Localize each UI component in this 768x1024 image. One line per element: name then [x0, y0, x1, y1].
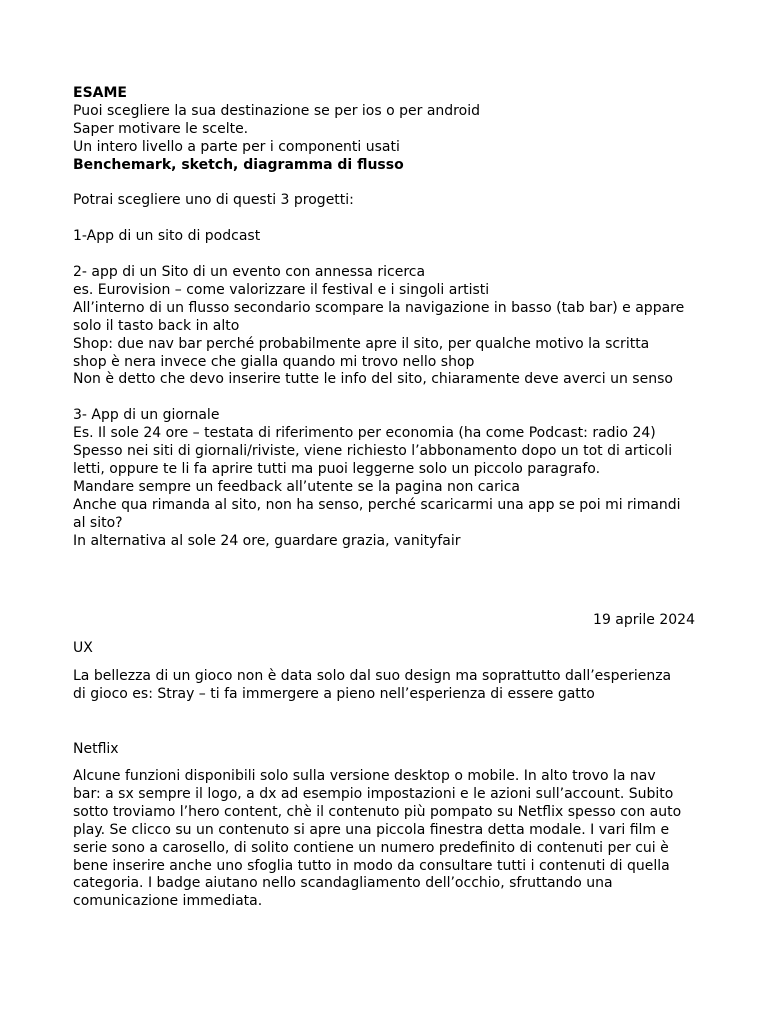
netflix-line: comunicazione immediata.: [73, 893, 263, 910]
project-2-line: solo il tasto back in alto: [73, 317, 240, 334]
netflix-line: serie sono a carosello, di solito contiene un numero predefinito di contenuti per cui è: [73, 839, 669, 856]
project-3-line: In alternativa al sole 24 ore, guardare grazia, vanityfair: [73, 532, 461, 549]
netflix-line: play. Se clicco su un contenuto si apre una piccola finestra detta modale. I vari film e: [73, 821, 670, 838]
project-3-line: letti, oppure te li fa aprire tutti ma puoi leggerne solo un piccolo paragrafo.: [73, 460, 601, 477]
ux-section: [73, 640, 703, 658]
project-3-line: 3- App di un giornale: [73, 407, 220, 424]
netflix-section: [73, 741, 703, 759]
exam-section: [73, 85, 697, 551]
project-3-line: Es. Il sole 24 ore – testata di riferimento per economia (ha come Podcast: radio 24): [73, 425, 656, 442]
project-2-line: Shop: due nav bar perché probabilmente apre il sito, per qualche motivo la scritta: [73, 335, 650, 352]
exam-heading: ESAME: [73, 85, 127, 101]
project-1: 1-App di un sito di podcast: [73, 228, 261, 245]
ux-line: di gioco es: Stray – ti fa immergere a pieno nell’esperienza di essere gatto: [73, 685, 595, 702]
exam-requirements: Benchemark, sketch, diagramma di flusso: [73, 156, 404, 173]
project-2-line: 2- app di un Sito di un evento con annessa ricerca: [73, 264, 426, 281]
exam-intro-line: Un intero livello a parte per i componenti usati: [73, 138, 400, 155]
project-3-line: Anche qua rimanda al sito, non ha senso, perché scaricarmi una app se poi mi rimandi: [73, 496, 681, 513]
ux-line: La bellezza di un gioco non è data solo dal suo design ma soprattutto dall’esperienza: [73, 668, 672, 684]
project-3-line: Mandare sempre un feedback all’utente se la pagina non carica: [73, 478, 521, 495]
date-label: 19 aprile 2024: [593, 612, 695, 628]
netflix-line: Alcune funzioni disponibili solo sulla versione desktop o mobile. In alto trovo la nav: [73, 768, 656, 784]
netflix-line: sotto troviamo l’hero content, chè il contenuto più pompato su Netflix spesso con auto: [73, 803, 682, 820]
exam-intro-line: Puoi scegliere la sua destinazione se per ios o per android: [73, 102, 480, 119]
project-3-line: Spesso nei siti di giornali/riviste, viene richiesto l’abbonamento dopo un tot di articoli: [73, 443, 673, 460]
netflix-body: [73, 768, 703, 911]
project-2-line: Non è detto che devo inserire tutte le info del sito, chiaramente deve averci un senso: [73, 371, 673, 388]
netflix-line: categoria. I badge aiutano nello scandagliamento dell’occhio, sfruttando una: [73, 875, 613, 892]
project-2-line: All’interno di un flusso secondario scompare la navigazione in basso (tab bar) e appare: [73, 299, 685, 316]
exam-choose-line: Potrai scegliere uno di questi 3 progetti:: [73, 192, 354, 209]
exam-intro-line: Saper motivare le scelte.: [73, 120, 249, 137]
project-2-line: shop è nera invece che gialla quando mi trovo nello shop: [73, 353, 475, 370]
project-2-line: es. Eurovision – come valorizzare il festival e i singoli artisti: [73, 281, 490, 298]
ux-body: [73, 668, 703, 704]
netflix-line: bene inserire anche uno sfoglia tutto in modo da consultare tutti i contenuti di quella: [73, 857, 670, 874]
netflix-line: bar: a sx sempre il logo, a dx ad esempio impostazioni e le azioni sull’account. Subito: [73, 785, 674, 802]
ux-heading: UX: [73, 640, 93, 656]
netflix-heading: Netflix: [73, 741, 119, 757]
project-3-line: al sito?: [73, 514, 123, 531]
